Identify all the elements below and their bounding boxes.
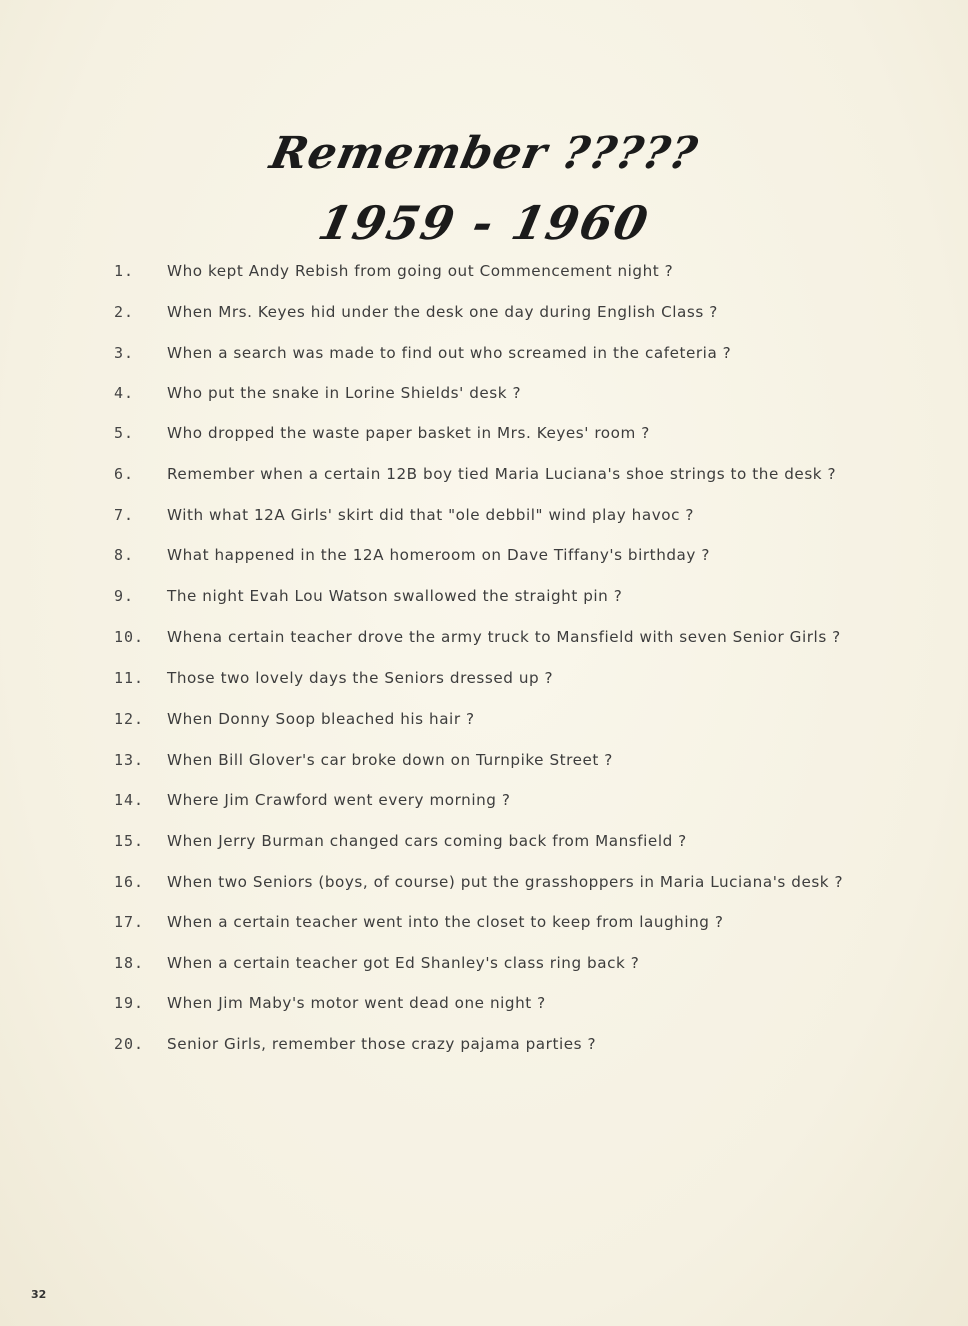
list-item <box>0 828 968 854</box>
item-number: 11. <box>114 669 145 687</box>
list-item <box>0 583 968 609</box>
item-number: 4. <box>114 384 135 402</box>
list-item <box>0 950 968 976</box>
list-item <box>0 990 968 1016</box>
list-item <box>0 420 968 446</box>
list-item <box>0 299 968 325</box>
item-number: 15. <box>114 832 145 850</box>
list-item <box>0 787 968 813</box>
item-number: 2. <box>114 303 135 321</box>
item-number: 13. <box>114 751 145 769</box>
list-item <box>0 747 968 773</box>
item-number: 8. <box>114 546 135 564</box>
list-item <box>0 869 968 895</box>
list-item <box>0 258 968 284</box>
item-text: Those two lovely days the Seniors dressed up ? <box>167 669 554 687</box>
item-text: When Bill Glover's car broke down on Turnpike Street ? <box>167 751 613 769</box>
list-item <box>0 665 968 691</box>
item-text: Where Jim Crawford went every morning ? <box>167 791 511 809</box>
item-text: When a certain teacher got Ed Shanley's class ring back ? <box>167 954 640 972</box>
item-text: Senior Girls, remember those crazy pajama parties ? <box>167 1035 597 1053</box>
item-text: Remember when a certain 12B boy tied Maria Luciana's shoe strings to the desk ? <box>167 465 837 483</box>
item-text: When two Seniors (boys, of course) put the grasshoppers in Maria Luciana's desk ? <box>167 873 844 891</box>
item-number: 14. <box>114 791 145 809</box>
item-text: When Jerry Burman changed cars coming back from Mansfield ? <box>167 832 687 850</box>
item-number: 5. <box>114 424 135 442</box>
list-item <box>0 502 968 528</box>
item-number: 10. <box>114 628 145 646</box>
item-number: 16. <box>114 873 145 891</box>
list-item <box>0 340 968 366</box>
item-text: Whena certain teacher drove the army truck to Mansfield with seven Senior Girls ? <box>167 628 841 646</box>
item-text: Who kept Andy Rebish from going out Commencement night ? <box>167 262 674 280</box>
item-text: When Donny Soop bleached his hair ? <box>167 710 475 728</box>
item-text: When a certain teacher went into the closet to keep from laughing ? <box>167 913 724 931</box>
list-item <box>0 542 968 568</box>
list-item <box>0 706 968 732</box>
item-number: 19. <box>114 994 145 1012</box>
item-number: 3. <box>114 344 135 362</box>
item-number: 7. <box>114 506 135 524</box>
item-number: 18. <box>114 954 145 972</box>
list-item <box>0 909 968 935</box>
list-item <box>0 1031 968 1057</box>
item-text: When Mrs. Keyes hid under the desk one day during English Class ? <box>167 303 718 321</box>
list-item <box>0 461 968 487</box>
item-number: 1. <box>114 262 135 280</box>
page-title: Remember ????? <box>265 128 703 179</box>
item-text: When Jim Maby's motor went dead one night ? <box>167 994 546 1012</box>
item-number: 12. <box>114 710 145 728</box>
item-text: Who put the snake in Lorine Shields' desk ? <box>167 384 522 402</box>
item-number: 17. <box>114 913 145 931</box>
item-text: With what 12A Girls' skirt did that "ole debbil" wind play havoc ? <box>167 506 694 524</box>
page-number: 32 <box>31 1288 47 1301</box>
item-text: What happened in the 12A homeroom on Dave Tiffany's birthday ? <box>167 546 710 564</box>
item-text: The night Evah Lou Watson swallowed the straight pin ? <box>167 587 623 605</box>
item-number: 9. <box>114 587 135 605</box>
item-number: 20. <box>114 1035 145 1053</box>
item-number: 6. <box>114 465 135 483</box>
item-text: When a search was made to find out who screamed in the cafeteria ? <box>167 344 732 362</box>
item-text: Who dropped the waste paper basket in Mrs. Keyes' room ? <box>167 424 650 442</box>
list-item <box>0 624 968 650</box>
list-item <box>0 380 968 406</box>
page-subtitle-years: 1959 - 1960 <box>313 196 655 250</box>
